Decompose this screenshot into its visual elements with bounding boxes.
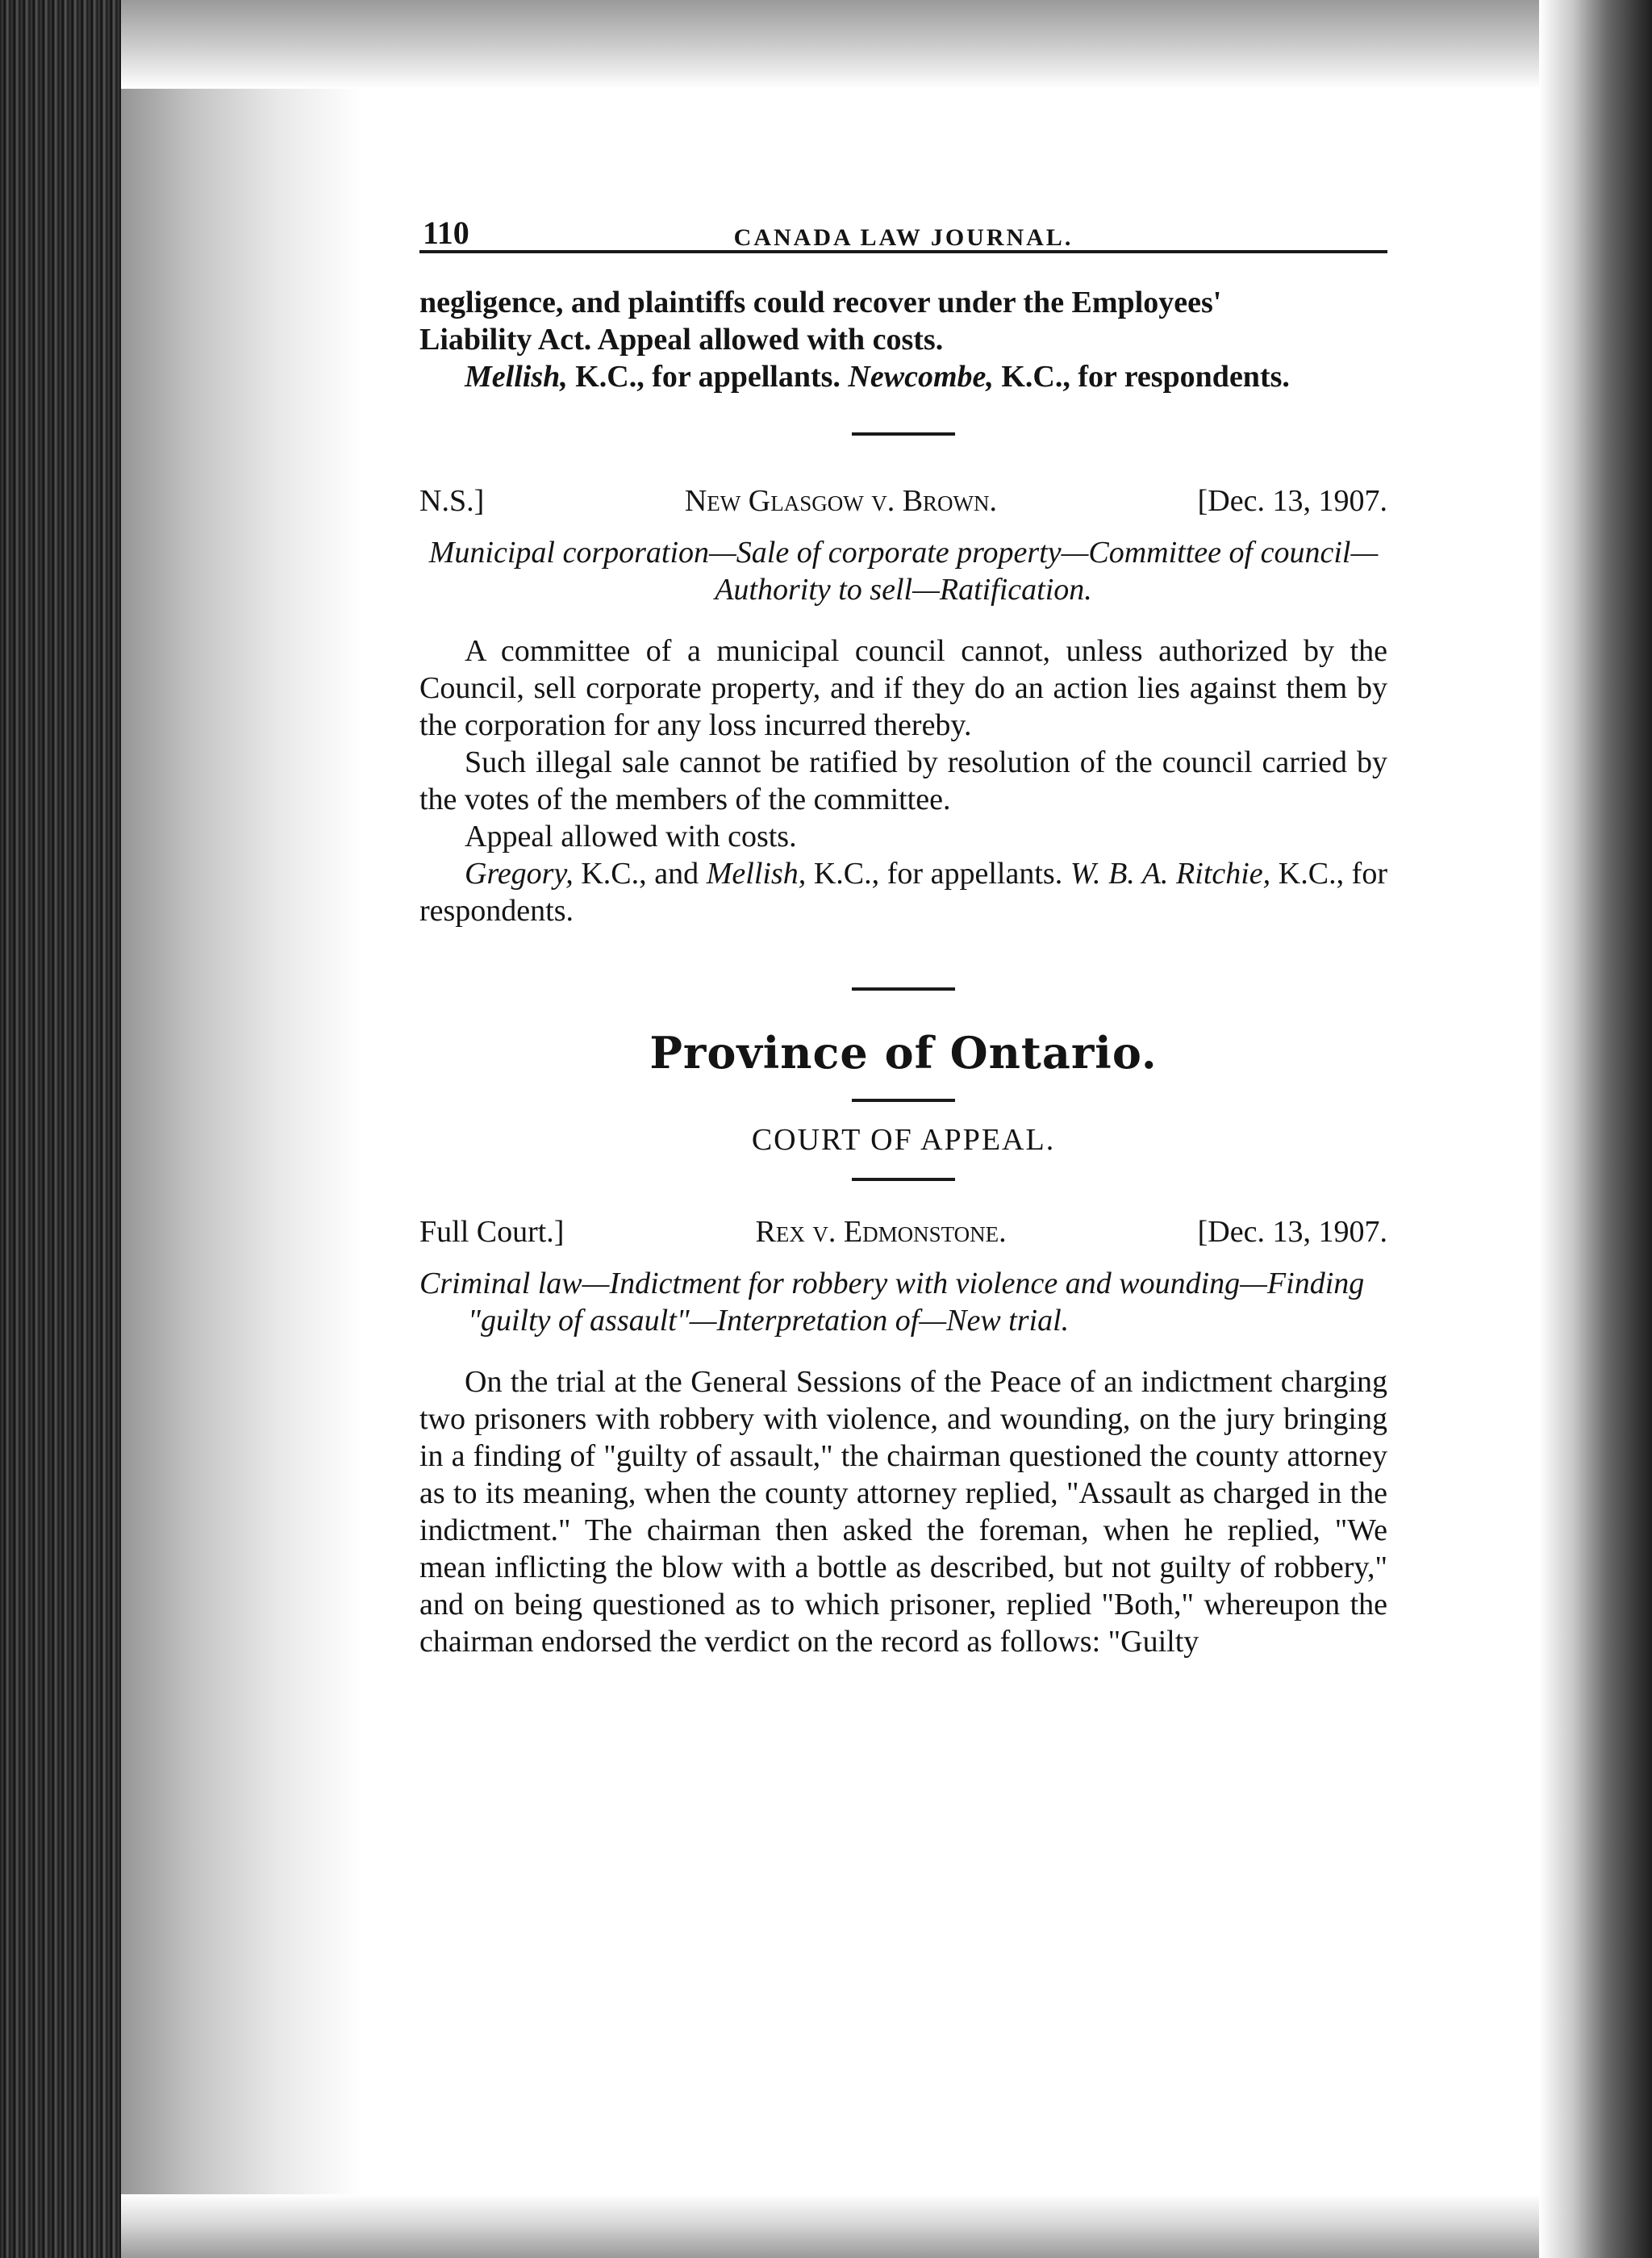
section-divider — [852, 1099, 955, 1102]
case-title: New Glasgow v. Brown. — [684, 484, 998, 518]
case-paragraph: On the trial at the General Sessions of the Peace of an indictment charging two prisoners with robbery with violence, and wounding, on the jury bringing in a finding of "guilty of assault," the chairman questioned the county attorney as to its meaning, when the county attorney replied, "Assault as charged in the indictment." The chairman then asked the foreman, when he replied, "We mean inflicting the blow with a bottle as described, but not guilty of robbery," and on being questioned as to which prisoner, replied "Both," whereupon the chairman endorsed the verdict on the record as follows: "Guilty — [419, 1365, 1387, 1659]
case-date: [Dec. 13, 1907. — [1197, 1215, 1387, 1249]
case-court: N.S.] — [419, 484, 485, 518]
case-headnote: Municipal corporation—Sale of corporate property—Committee of council—Authority to sell—Ratification. — [428, 536, 1379, 607]
counsel-role: K.C., for appellants. — [567, 360, 849, 394]
case-heading — [419, 482, 1387, 520]
continuation-block — [419, 284, 1387, 395]
counsel-text: K.C., and — [573, 857, 707, 891]
journal-page — [419, 202, 1387, 1660]
counsel-role: K.C., for respondents. — [993, 360, 1290, 394]
court-heading: COURT OF APPEAL. — [751, 1123, 1056, 1157]
running-head — [419, 202, 1387, 253]
counsel-name: Mellish, — [706, 857, 807, 891]
counsel-name: Newcombe, — [848, 360, 994, 394]
continuation-counsel — [419, 358, 1387, 395]
continuation-line-1: negligence, and plaintiffs could recover under the Employees' — [419, 286, 1222, 319]
section-divider — [852, 1178, 955, 1181]
book-spine-shadow — [0, 0, 121, 2258]
counsel-name: W. B. A. Ritchie, — [1070, 857, 1271, 891]
case-heading — [419, 1213, 1387, 1250]
bottom-edge-shadow — [121, 2194, 1652, 2258]
case-title: Rex v. Edmonstone. — [755, 1215, 1007, 1249]
top-edge-shadow — [121, 0, 1652, 89]
case-date: [Dec. 13, 1907. — [1197, 484, 1387, 518]
case-paragraph: A committee of a municipal council cannot, unless authorized by the Council, sell corporate property, and if they do an action lies against them by the corporation for any loss incurred thereby. — [419, 634, 1387, 742]
province-heading: Province of Ontario. — [649, 1027, 1158, 1079]
journal-title: CANADA LAW JOURNAL. — [733, 224, 1074, 251]
counsel-text: K.C., for respondents. — [419, 857, 1387, 928]
case-paragraph: Appeal allowed with costs. — [465, 820, 797, 854]
section-divider — [852, 987, 955, 991]
case-rex-edmonstone — [419, 1213, 1387, 1660]
counsel-name: Mellish, — [465, 360, 568, 394]
page-number: 110 — [423, 215, 469, 251]
continuation-line-2: Liability Act. Appeal allowed with costs. — [419, 323, 944, 357]
counsel-name: Gregory, — [465, 857, 574, 891]
case-paragraph: Such illegal sale cannot be ratified by resolution of the council carried by the votes of the members of the committee. — [419, 745, 1387, 816]
case-court: Full Court.] — [419, 1215, 565, 1249]
right-edge-shadow — [1539, 0, 1652, 2258]
case-counsel — [419, 855, 1387, 929]
gutter-shadow — [121, 0, 363, 2258]
section-divider — [852, 432, 955, 436]
case-headnote: Criminal law—Indictment for robbery with violence and wounding—Finding "guilty of assault"—Interpretation of—New trial. — [419, 1267, 1365, 1338]
case-new-glasgow — [419, 482, 1387, 929]
counsel-text: K.C., for appellants. — [806, 857, 1070, 891]
